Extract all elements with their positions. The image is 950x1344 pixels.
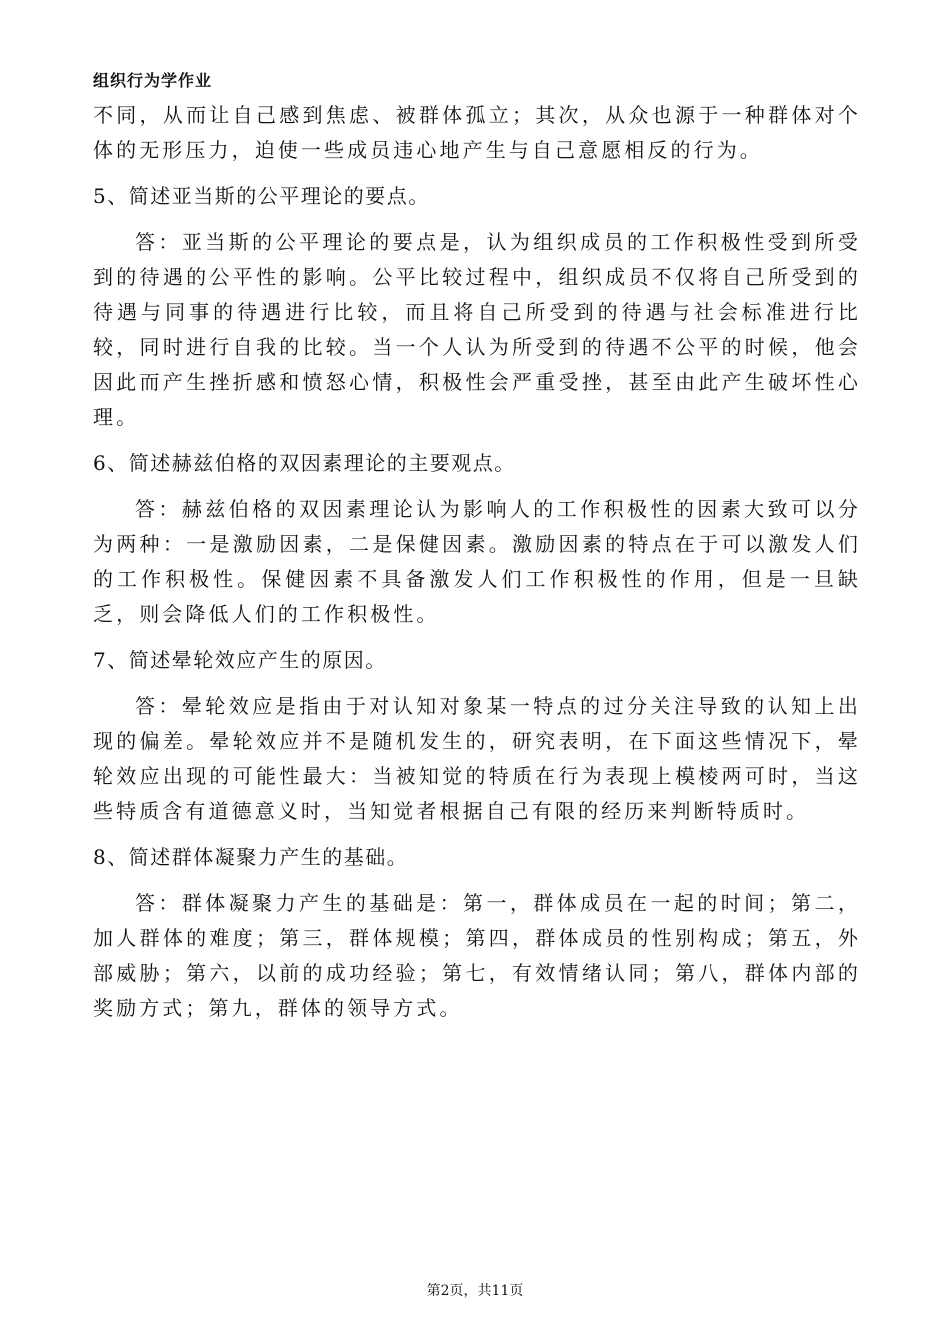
answer-5: 答：亚当斯的公平理论的要点是，认为组织成员的工作积极性受到所受到的待遇的公平性的影响。公平比较过程中，组织成员不仅将自己所受到的待遇与同事的待遇进行比较，而且将自己所受到的待遇与社会标准进行比较，同时进行自我的比较。当一个人认为所受到的待遇不公平的时候，他会因此而产生挫折感和愤怒心情，积极性会严重受挫，甚至由此产生破坏性心理。 (93, 230, 861, 429)
question-5: 5、简述亚当斯的公平理论的要点。 (93, 184, 430, 208)
question-8: 8、简述群体凝聚力产生的基础。 (93, 845, 409, 869)
continued-paragraph: 不同，从而让自己感到焦虑、被群体孤立；其次，从众也源于一种群体对个体的无形压力，迫使一些成员违心地产生与自己意愿相反的行为。 (93, 103, 861, 162)
question-7: 7、简述晕轮效应产生的原因。 (93, 648, 387, 672)
question-6: 6、简述赫兹伯格的双因素理论的主要观点。 (93, 451, 516, 475)
document-body (93, 98, 861, 1037)
document-header: 组织行为学作业 (93, 71, 213, 90)
page-number: 第2页，共11页 (426, 1283, 524, 1299)
answer-6: 答：赫兹伯格的双因素理论认为影响人的工作积极性的因素大致可以分为两种：一是激励因素，二是保健因素。激励因素的特点在于可以激发人们的工作积极性。保健因素不具备激发人们工作积极性的作用，但是一旦缺乏，则会降低人们的工作积极性。 (93, 497, 861, 626)
answer-8: 答：群体凝聚力产生的基础是：第一，群体成员在一起的时间；第二，加人群体的难度；第三，群体规模；第四，群体成员的性别构成；第五，外部威胁；第六，以前的成功经验；第七，有效情绪认同；第八，群体内部的奖励方式；第九，群体的领导方式。 (93, 891, 861, 1020)
answer-7: 答：晕轮效应是指由于对认知对象某一特点的过分关注导致的认知上出现的偏差。晕轮效应并不是随机发生的，研究表明，在下面这些情况下，晕轮效应出现的可能性最大：当被知觉的特质在行为表现上模棱两可时，当这些特质含有道德意义时，当知觉者根据自己有限的经历来判断特质时。 (93, 694, 861, 823)
